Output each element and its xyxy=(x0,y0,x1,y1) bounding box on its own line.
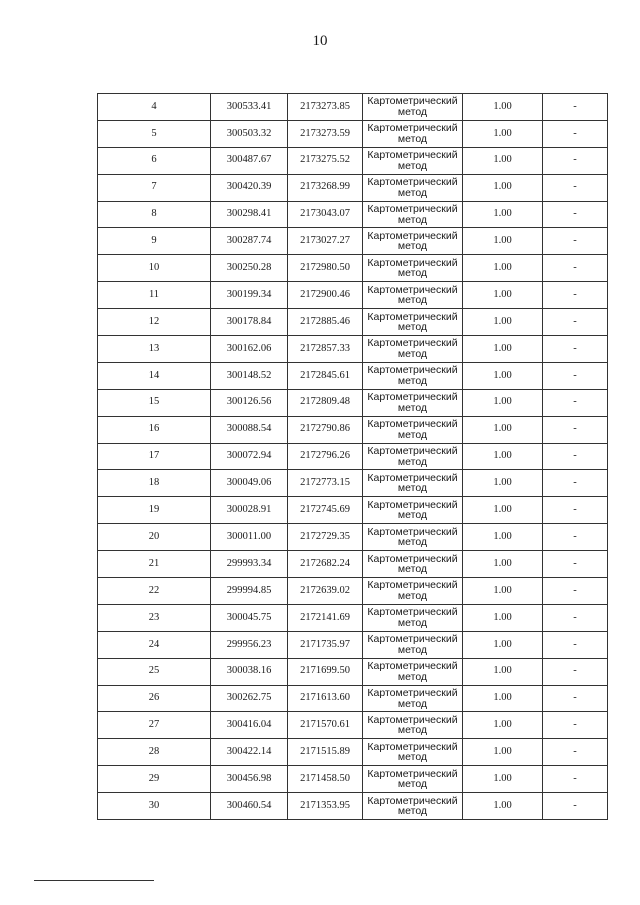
x-coordinate-cell: 300178.84 xyxy=(211,309,288,336)
note-cell: - xyxy=(543,739,608,766)
y-coordinate-cell: 2172639.02 xyxy=(288,578,363,605)
accuracy-cell: 1.00 xyxy=(463,389,543,416)
method-cell xyxy=(363,255,463,282)
coordinates-table xyxy=(97,93,608,820)
x-coordinate-cell: 300420.39 xyxy=(211,174,288,201)
accuracy-cell: 1.00 xyxy=(463,147,543,174)
method-line2: метод xyxy=(397,805,428,818)
x-coordinate-cell: 300028.91 xyxy=(211,497,288,524)
point-number-cell: 30 xyxy=(98,793,211,820)
point-number-cell: 24 xyxy=(98,631,211,658)
y-coordinate-cell: 2171613.60 xyxy=(288,685,363,712)
method-line2: метод xyxy=(397,455,428,468)
method-line2: метод xyxy=(397,509,428,522)
x-coordinate-cell: 299993.34 xyxy=(211,551,288,578)
method-line2: метод xyxy=(397,643,428,656)
x-coordinate-cell: 300148.52 xyxy=(211,362,288,389)
method-cell xyxy=(363,658,463,685)
note-cell: - xyxy=(543,282,608,309)
method-line2: метод xyxy=(397,240,428,253)
method-cell xyxy=(363,470,463,497)
accuracy-cell: 1.00 xyxy=(463,712,543,739)
point-number-cell: 11 xyxy=(98,282,211,309)
point-number-cell: 29 xyxy=(98,766,211,793)
method-line1: Картометрический xyxy=(367,552,458,565)
point-number-cell: 5 xyxy=(98,120,211,147)
method-line2: метод xyxy=(397,186,428,199)
method-line2: метод xyxy=(397,670,428,683)
x-coordinate-cell: 300262.75 xyxy=(211,685,288,712)
accuracy-cell: 1.00 xyxy=(463,658,543,685)
method-line1: Картометрический xyxy=(367,95,458,108)
x-coordinate-cell: 300072.94 xyxy=(211,443,288,470)
note-cell: - xyxy=(543,201,608,228)
table-row xyxy=(98,739,608,766)
y-coordinate-cell: 2171353.95 xyxy=(288,793,363,820)
method-line2: метод xyxy=(397,428,428,441)
y-coordinate-cell: 2172857.33 xyxy=(288,336,363,363)
table-row xyxy=(98,497,608,524)
point-number-cell: 14 xyxy=(98,362,211,389)
table-row xyxy=(98,362,608,389)
method-line1: Картометрический xyxy=(367,445,458,458)
note-cell: - xyxy=(543,712,608,739)
y-coordinate-cell: 2171570.61 xyxy=(288,712,363,739)
note-cell: - xyxy=(543,631,608,658)
table-row xyxy=(98,551,608,578)
method-line2: метод xyxy=(397,482,428,495)
point-number-cell: 16 xyxy=(98,416,211,443)
accuracy-cell: 1.00 xyxy=(463,443,543,470)
y-coordinate-cell: 2172729.35 xyxy=(288,524,363,551)
table-row xyxy=(98,766,608,793)
x-coordinate-cell: 300460.54 xyxy=(211,793,288,820)
x-coordinate-cell: 300038.16 xyxy=(211,658,288,685)
method-cell xyxy=(363,551,463,578)
point-number-cell: 17 xyxy=(98,443,211,470)
x-coordinate-cell: 300487.67 xyxy=(211,147,288,174)
method-line1: Картометрический xyxy=(367,767,458,780)
note-cell: - xyxy=(543,336,608,363)
y-coordinate-cell: 2172980.50 xyxy=(288,255,363,282)
y-coordinate-cell: 2172141.69 xyxy=(288,604,363,631)
y-coordinate-cell: 2172745.69 xyxy=(288,497,363,524)
note-cell: - xyxy=(543,793,608,820)
point-number-cell: 27 xyxy=(98,712,211,739)
method-cell xyxy=(363,228,463,255)
method-cell xyxy=(363,604,463,631)
table-row xyxy=(98,120,608,147)
method-cell xyxy=(363,524,463,551)
y-coordinate-cell: 2173027.27 xyxy=(288,228,363,255)
accuracy-cell: 1.00 xyxy=(463,309,543,336)
table-row xyxy=(98,658,608,685)
note-cell: - xyxy=(543,309,608,336)
table-row xyxy=(98,282,608,309)
method-line1: Картометрический xyxy=(367,283,458,296)
y-coordinate-cell: 2172773.15 xyxy=(288,470,363,497)
note-cell: - xyxy=(543,658,608,685)
method-line1: Картометрический xyxy=(367,391,458,404)
method-line2: метод xyxy=(397,697,428,710)
table-row xyxy=(98,309,608,336)
method-line2: метод xyxy=(397,267,428,280)
table-row xyxy=(98,443,608,470)
x-coordinate-cell: 300422.14 xyxy=(211,739,288,766)
x-coordinate-cell: 300011.00 xyxy=(211,524,288,551)
method-line2: метод xyxy=(397,321,428,334)
y-coordinate-cell: 2172790.86 xyxy=(288,416,363,443)
method-line1: Картометрический xyxy=(367,229,458,242)
accuracy-cell: 1.00 xyxy=(463,228,543,255)
method-line2: метод xyxy=(397,778,428,791)
point-number-cell: 7 xyxy=(98,174,211,201)
note-cell: - xyxy=(543,174,608,201)
y-coordinate-cell: 2173043.07 xyxy=(288,201,363,228)
method-cell xyxy=(363,685,463,712)
method-line1: Картометрический xyxy=(367,525,458,538)
accuracy-cell: 1.00 xyxy=(463,793,543,820)
accuracy-cell: 1.00 xyxy=(463,255,543,282)
method-line2: метод xyxy=(397,347,428,360)
coordinates-table-body xyxy=(98,94,608,820)
method-line2: метод xyxy=(397,589,428,602)
point-number-cell: 10 xyxy=(98,255,211,282)
method-cell xyxy=(363,282,463,309)
accuracy-cell: 1.00 xyxy=(463,739,543,766)
accuracy-cell: 1.00 xyxy=(463,578,543,605)
method-line1: Картометрический xyxy=(367,579,458,592)
note-cell: - xyxy=(543,228,608,255)
table-row xyxy=(98,336,608,363)
table-row xyxy=(98,389,608,416)
method-line2: метод xyxy=(397,724,428,737)
point-number-cell: 6 xyxy=(98,147,211,174)
method-line2: метод xyxy=(397,401,428,414)
point-number-cell: 12 xyxy=(98,309,211,336)
accuracy-cell: 1.00 xyxy=(463,416,543,443)
table-row xyxy=(98,631,608,658)
method-line1: Картометрический xyxy=(367,633,458,646)
method-line1: Картометрический xyxy=(367,794,458,807)
point-number-cell: 22 xyxy=(98,578,211,605)
x-coordinate-cell: 300049.06 xyxy=(211,470,288,497)
method-line1: Картометрический xyxy=(367,471,458,484)
accuracy-cell: 1.00 xyxy=(463,336,543,363)
accuracy-cell: 1.00 xyxy=(463,604,543,631)
y-coordinate-cell: 2171458.50 xyxy=(288,766,363,793)
point-number-cell: 13 xyxy=(98,336,211,363)
note-cell: - xyxy=(543,255,608,282)
accuracy-cell: 1.00 xyxy=(463,470,543,497)
note-cell: - xyxy=(543,362,608,389)
table-row xyxy=(98,147,608,174)
method-line1: Картометрический xyxy=(367,256,458,269)
method-cell xyxy=(363,416,463,443)
x-coordinate-cell: 300250.28 xyxy=(211,255,288,282)
note-cell: - xyxy=(543,766,608,793)
method-cell xyxy=(363,201,463,228)
x-coordinate-cell: 300416.04 xyxy=(211,712,288,739)
table-row xyxy=(98,712,608,739)
page-number: 10 xyxy=(312,33,328,49)
table-row xyxy=(98,94,608,121)
note-cell: - xyxy=(543,443,608,470)
note-cell: - xyxy=(543,685,608,712)
method-line1: Картометрический xyxy=(367,337,458,350)
x-coordinate-cell: 300287.74 xyxy=(211,228,288,255)
accuracy-cell: 1.00 xyxy=(463,631,543,658)
x-coordinate-cell: 299956.23 xyxy=(211,631,288,658)
point-number-cell: 9 xyxy=(98,228,211,255)
method-cell xyxy=(363,497,463,524)
accuracy-cell: 1.00 xyxy=(463,497,543,524)
table-row xyxy=(98,524,608,551)
y-coordinate-cell: 2171515.89 xyxy=(288,739,363,766)
accuracy-cell: 1.00 xyxy=(463,174,543,201)
y-coordinate-cell: 2172796.26 xyxy=(288,443,363,470)
table-row xyxy=(98,255,608,282)
x-coordinate-cell: 300126.56 xyxy=(211,389,288,416)
method-cell xyxy=(363,120,463,147)
method-cell xyxy=(363,174,463,201)
method-line1: Картометрический xyxy=(367,418,458,431)
point-number-cell: 15 xyxy=(98,389,211,416)
method-line1: Картометрический xyxy=(367,606,458,619)
method-line2: метод xyxy=(397,536,428,549)
method-line1: Картометрический xyxy=(367,149,458,162)
point-number-cell: 8 xyxy=(98,201,211,228)
method-line1: Картометрический xyxy=(367,364,458,377)
method-line1: Картометрический xyxy=(367,176,458,189)
point-number-cell: 23 xyxy=(98,604,211,631)
method-line2: метод xyxy=(397,616,428,629)
method-line1: Картометрический xyxy=(367,660,458,673)
method-line2: метод xyxy=(397,374,428,387)
note-cell: - xyxy=(543,578,608,605)
method-cell xyxy=(363,336,463,363)
accuracy-cell: 1.00 xyxy=(463,201,543,228)
method-cell xyxy=(363,94,463,121)
y-coordinate-cell: 2172682.24 xyxy=(288,551,363,578)
x-coordinate-cell: 300503.32 xyxy=(211,120,288,147)
accuracy-cell: 1.00 xyxy=(463,282,543,309)
method-cell xyxy=(363,362,463,389)
method-line2: метод xyxy=(397,294,428,307)
x-coordinate-cell: 300533.41 xyxy=(211,94,288,121)
table-row xyxy=(98,604,608,631)
method-cell xyxy=(363,578,463,605)
method-line1: Картометрический xyxy=(367,203,458,215)
note-cell: - xyxy=(543,389,608,416)
y-coordinate-cell: 2172809.48 xyxy=(288,389,363,416)
x-coordinate-cell: 300456.98 xyxy=(211,766,288,793)
y-coordinate-cell: 2171735.97 xyxy=(288,631,363,658)
note-cell: - xyxy=(543,524,608,551)
note-cell: - xyxy=(543,120,608,147)
note-cell: - xyxy=(543,604,608,631)
method-cell xyxy=(363,793,463,820)
method-line1: Картометрический xyxy=(367,713,458,726)
accuracy-cell: 1.00 xyxy=(463,524,543,551)
point-number-cell: 4 xyxy=(98,94,211,121)
note-cell: - xyxy=(543,147,608,174)
point-number-cell: 19 xyxy=(98,497,211,524)
method-cell xyxy=(363,712,463,739)
y-coordinate-cell: 2173273.85 xyxy=(288,94,363,121)
note-cell: - xyxy=(543,416,608,443)
method-cell xyxy=(363,147,463,174)
y-coordinate-cell: 2171699.50 xyxy=(288,658,363,685)
point-number-cell: 21 xyxy=(98,551,211,578)
y-coordinate-cell: 2173275.52 xyxy=(288,147,363,174)
accuracy-cell: 1.00 xyxy=(463,362,543,389)
method-line1: Картометрический xyxy=(367,740,458,753)
y-coordinate-cell: 2173268.99 xyxy=(288,174,363,201)
method-line2: метод xyxy=(397,132,428,145)
accuracy-cell: 1.00 xyxy=(463,94,543,121)
point-number-cell: 18 xyxy=(98,470,211,497)
method-cell xyxy=(363,443,463,470)
accuracy-cell: 1.00 xyxy=(463,120,543,147)
accuracy-cell: 1.00 xyxy=(463,685,543,712)
y-coordinate-cell: 2173273.59 xyxy=(288,120,363,147)
note-cell: - xyxy=(543,497,608,524)
note-cell: - xyxy=(543,470,608,497)
method-line2: метод xyxy=(397,751,428,764)
note-cell: - xyxy=(543,551,608,578)
accuracy-cell: 1.00 xyxy=(463,551,543,578)
footnote-separator xyxy=(34,880,154,881)
x-coordinate-cell: 300162.06 xyxy=(211,336,288,363)
table-row xyxy=(98,793,608,820)
table-row xyxy=(98,416,608,443)
table-row xyxy=(98,685,608,712)
y-coordinate-cell: 2172885.46 xyxy=(288,309,363,336)
method-line2: метод xyxy=(397,563,428,576)
table-row xyxy=(98,578,608,605)
y-coordinate-cell: 2172900.46 xyxy=(288,282,363,309)
method-line2: метод xyxy=(397,105,428,118)
method-line2: метод xyxy=(397,213,428,226)
point-number-cell: 25 xyxy=(98,658,211,685)
point-number-cell: 26 xyxy=(98,685,211,712)
table-row xyxy=(98,174,608,201)
method-cell xyxy=(363,389,463,416)
x-coordinate-cell: 300199.34 xyxy=(211,282,288,309)
method-cell xyxy=(363,631,463,658)
method-cell xyxy=(363,309,463,336)
point-number-cell: 28 xyxy=(98,739,211,766)
method-line1: Картометрический xyxy=(367,687,458,700)
table-row xyxy=(98,470,608,497)
x-coordinate-cell: 300088.54 xyxy=(211,416,288,443)
note-cell: - xyxy=(543,94,608,121)
method-cell xyxy=(363,766,463,793)
x-coordinate-cell: 300298.41 xyxy=(211,201,288,228)
method-line1: Картометрический xyxy=(367,498,458,511)
method-line2: метод xyxy=(397,159,428,172)
method-line1: Картометрический xyxy=(367,122,458,135)
point-number-cell: 20 xyxy=(98,524,211,551)
method-line1: Картометрический xyxy=(367,310,458,323)
y-coordinate-cell: 2172845.61 xyxy=(288,362,363,389)
x-coordinate-cell: 299994.85 xyxy=(211,578,288,605)
accuracy-cell: 1.00 xyxy=(463,766,543,793)
x-coordinate-cell: 300045.75 xyxy=(211,604,288,631)
table-row xyxy=(98,201,608,228)
method-cell xyxy=(363,739,463,766)
table-row xyxy=(98,228,608,255)
